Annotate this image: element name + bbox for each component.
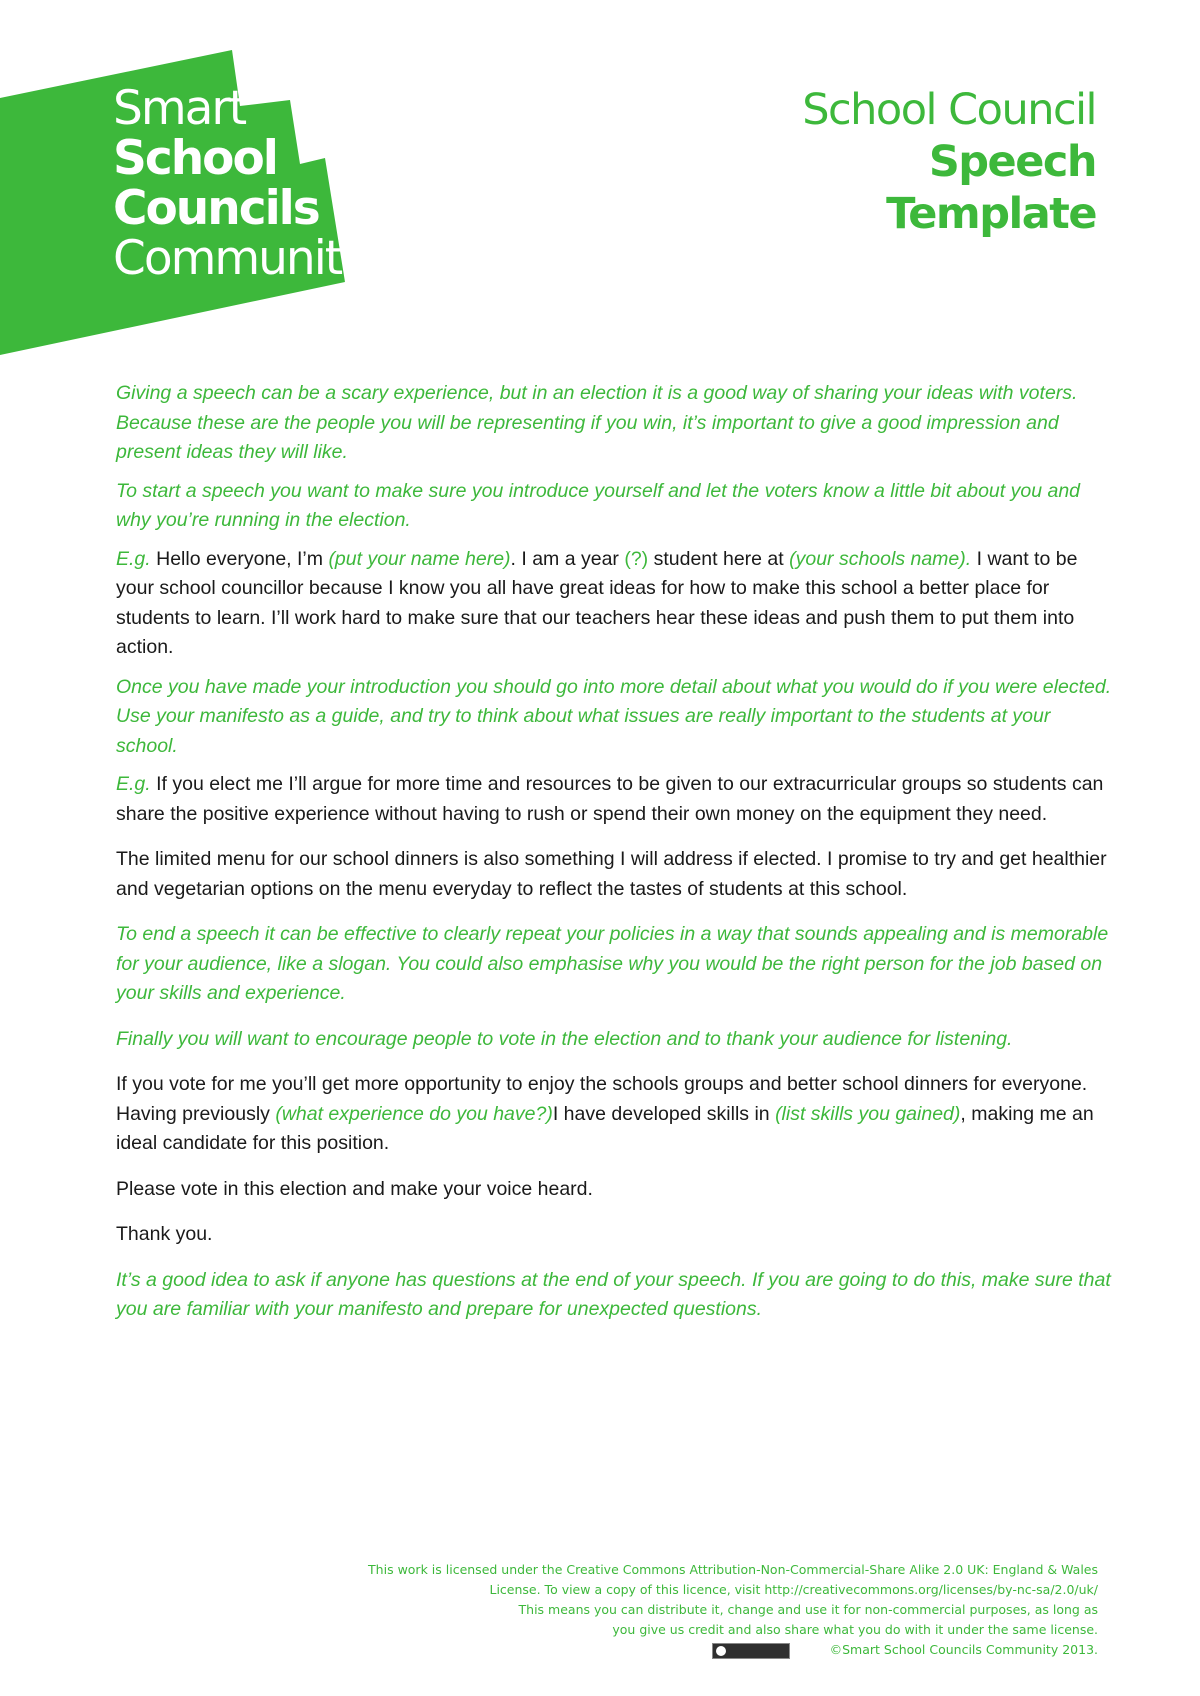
placeholder-name: (put your name here) xyxy=(328,547,511,570)
page-title xyxy=(802,84,1096,240)
text: . I am a year xyxy=(510,547,625,570)
example-label: E.g. xyxy=(116,547,151,570)
document-body xyxy=(116,379,1116,1325)
paragraph-example-closing xyxy=(116,1070,1116,1159)
text: , making me an ideal candidate for this position. xyxy=(116,1102,1094,1154)
paragraph-please-vote: Please vote in this election and make your voice heard. xyxy=(116,1177,593,1200)
license-line-3: This means you can distribute it, change and use it for non-commercial purposes, as long as xyxy=(518,1602,1098,1617)
example-label: E.g. xyxy=(116,773,151,795)
logo-text-smart: Smart xyxy=(113,81,246,136)
creative-commons-icon xyxy=(712,1643,790,1659)
text: I have developed skills in xyxy=(552,1102,776,1125)
title-line-template: Template xyxy=(886,189,1096,239)
placeholder-year: (?) xyxy=(624,547,649,570)
logo-text-community: Community xyxy=(113,231,368,286)
placeholder-school-name: (your schools name). xyxy=(789,547,972,570)
text: I want to be your school councillor because I know you all have great ideas for how to make this school a better place for students to learn. I’ll work hard to make sure that our teachers hear these ideas and push them to put them into action. xyxy=(116,547,1078,658)
logo-text-school: School xyxy=(113,131,277,186)
paragraph-questions-tip: It’s a good idea to ask if anyone has questions at the end of your speech. If you are going to do this, make sure that you are familiar with your manifesto and prepare for unexpected questions. xyxy=(116,1268,1111,1320)
license-footer xyxy=(368,1560,1098,1660)
paragraph-example-introduction xyxy=(116,545,1116,663)
placeholder-experience: (what experience do you have?) xyxy=(275,1102,553,1125)
text: student here at xyxy=(648,547,790,570)
paragraph-thank-you: Thank you. xyxy=(116,1223,213,1245)
license-line-2: License. To view a copy of this licence, visit http://creativecommons.org/licenses/by-nc-sa/2.0/uk/ xyxy=(489,1582,1098,1597)
paragraph-detail: Once you have made your introduction you should go into more detail about what you would do if you were elected. Use your manifesto as a guide, and try to think about what issues are really important to the students at your school. xyxy=(116,675,1112,757)
title-line-speech: Speech xyxy=(928,137,1096,187)
paragraph-intro: Giving a speech can be a scary experience, but in an election it is a good way of sharing your ideas with voters. Because these are the people you will be representing if you win, it’s important to give a good impression and present ideas they will like. xyxy=(116,382,1078,463)
paragraph-example-policy xyxy=(116,770,1116,829)
paragraph-school-dinners: The limited menu for our school dinners is also something I will address if elected. I promise to try and get healthier and vegetarian options on the menu everyday to reflect the tastes of students at this school. xyxy=(116,848,1107,900)
text: If you elect me I’ll argue for more time and resources to be given to our extracurricular groups so students can share the positive experience without having to rush or spend their own money on the equipment they need. xyxy=(116,773,1104,825)
license-line-4: you give us credit and also share what you do with it under the same license. xyxy=(612,1622,1098,1637)
text: Hello everyone, I’m xyxy=(150,547,329,570)
license-line-1: This work is licensed under the Creative Commons Attribution-Non-Commercial-Share Alike 2.0 UK: England & Wales xyxy=(368,1562,1098,1577)
paragraph-start-speech: To start a speech you want to make sure you introduce yourself and let the voters know a little bit about you and why you’re running in the election. xyxy=(116,479,1081,531)
logo-text-councils: Councils xyxy=(113,181,319,236)
placeholder-skills: (list skills you gained) xyxy=(775,1102,961,1125)
paragraph-end-speech: To end a speech it can be effective to clearly repeat your policies in a way that sounds appealing and is memorable for your audience, like a slogan. You could also emphasise why you would be the right person for the job based on your skills and experience. xyxy=(116,923,1109,1004)
paragraph-encourage-vote: Finally you will want to encourage people to vote in the election and to thank your audience for listening. xyxy=(116,1027,1013,1050)
copyright-line xyxy=(368,1640,1098,1660)
text: If you vote for me you’ll get more opportunity to enjoy the schools groups and better school dinners for everyone. Having previously xyxy=(116,1073,1088,1125)
copyright-text: ©Smart School Councils Community 2013. xyxy=(829,1642,1098,1657)
title-line-school-council: School Council xyxy=(802,85,1096,135)
